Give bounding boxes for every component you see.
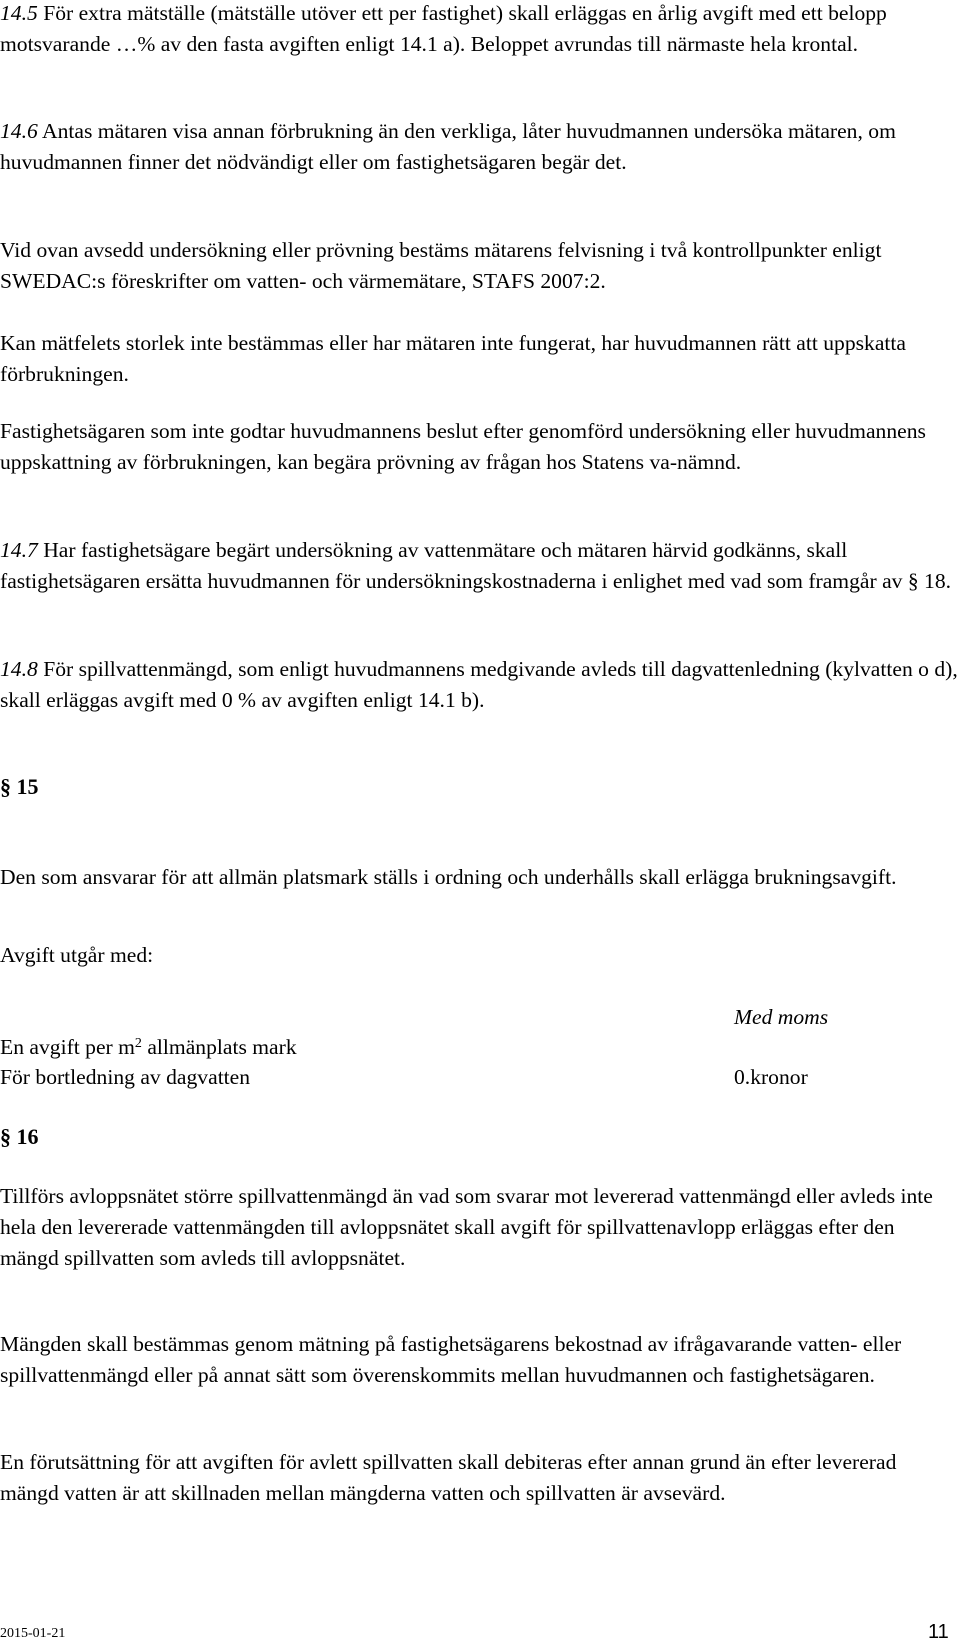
clause-number: 14.8: [0, 657, 38, 681]
paragraph-14-8: [0, 654, 958, 716]
paragraph-14-7: [0, 535, 958, 597]
fee-row-label-part: En avgift per m: [0, 1035, 135, 1059]
fee-row-stormwater: [0, 1062, 958, 1093]
paragraph-14-6-appeal: Fastighetsägaren som inte godtar huvudmannens beslut efter genomförd undersökning eller huvudmannens uppskattning av förbrukningen, kan begära prövning av frågan hos Statens va-nämnd.: [0, 419, 926, 474]
paragraph-14-5: [0, 0, 958, 60]
paragraph-14-6-estimate: Kan mätfelets storlek inte bestämmas eller har mätaren inte fungerat, har huvudmannen rätt att uppskatta förbrukningen.: [0, 331, 907, 386]
section-16-paragraph-3: En förutsättning för att avgiften för avlett spillvatten skall debiteras efter annan grund än efter levererad mängd vatten är att skillnaden mellan mängderna vatten och spillvatten är avsevärd.: [0, 1450, 897, 1505]
paragraph-text: Har fastighetsägare begärt undersökning av vattenmätare och mätaren härvid godkänns, skall fastighetsägaren ersätta huvudmannen för undersökningskostnaderna i enlighet med vad som framgår av § 18.: [0, 538, 952, 593]
paragraph-text: För spillvattenmängd, som enligt huvudmannens medgivande avleds till dagvattenledning (kylvatten o d), skall erläggas avgift med 0 % av avgiften enligt 14.1 b).: [0, 657, 958, 712]
column-header-with-vat: Med moms: [734, 1005, 829, 1029]
paragraph-text: Antas mätaren visa annan förbrukning än den verkliga, låter huvudmannen undersöka mätaren, om huvudmannen finner det nödvändigt eller om fastighetsägaren begär det.: [0, 119, 896, 174]
fee-table-header: [0, 1002, 958, 1033]
paragraph-14-6-inspection: Vid ovan avsedd undersökning eller prövning bestäms mätarens felvisning i två kontrollpunkter enligt SWEDAC:s föreskrifter om vatten- och värmemätare, STAFS 2007:2.: [0, 238, 882, 293]
page-number: 11: [928, 1621, 949, 1643]
fee-row-value: 0.kronor: [734, 1065, 808, 1089]
paragraph-text: För extra mätställe (mätställe utöver ett per fastighet) skall erläggas en årlig avgift med ett belopp motsvarande …% av den fasta avgiften enligt 14.1 a). Beloppet avrundas till närmaste hela krontal.: [0, 1, 887, 56]
section-16-paragraph-1: Tillförs avloppsnätet större spillvattenmängd än vad som svarar mot levererad vattenmängd eller avleds inte hela den levererade vattenmängden till avloppsnätet skall avgift för spillvattenavlopp erläggas efter den mängd spillvatten som avleds till avloppsnätet.: [0, 1184, 933, 1270]
fee-row-label: [0, 1035, 297, 1059]
section-15-fee-intro: Avgift utgår med:: [0, 943, 154, 967]
square-superscript: 2: [134, 1036, 142, 1051]
paragraph-14-6: [0, 116, 958, 178]
clause-number: 14.5: [0, 1, 38, 25]
clause-number: 14.7: [0, 538, 38, 562]
section-16-paragraph-2: Mängden skall bestämmas genom mätning på fastighetsägarens bekostnad av ifrågavarande vatten- eller spillvattenmängd eller på annat sätt som överenskommits mellan huvudmannen och fastighetsägaren.: [0, 1332, 902, 1387]
fee-row-area: [0, 1032, 958, 1063]
section-16-heading: § 16: [0, 1124, 39, 1149]
fee-row-label: För bortledning av dagvatten: [0, 1065, 251, 1089]
clause-number: 14.6: [0, 119, 38, 143]
footer-date: 2015-01-21: [0, 1626, 66, 1641]
section-15-paragraph: Den som ansvarar för att allmän platsmark ställs i ordning och underhålls skall erlägga brukningsavgift.: [0, 865, 897, 889]
fee-row-label-part: allmänplats mark: [141, 1035, 297, 1059]
section-15-heading: § 15: [0, 774, 39, 799]
